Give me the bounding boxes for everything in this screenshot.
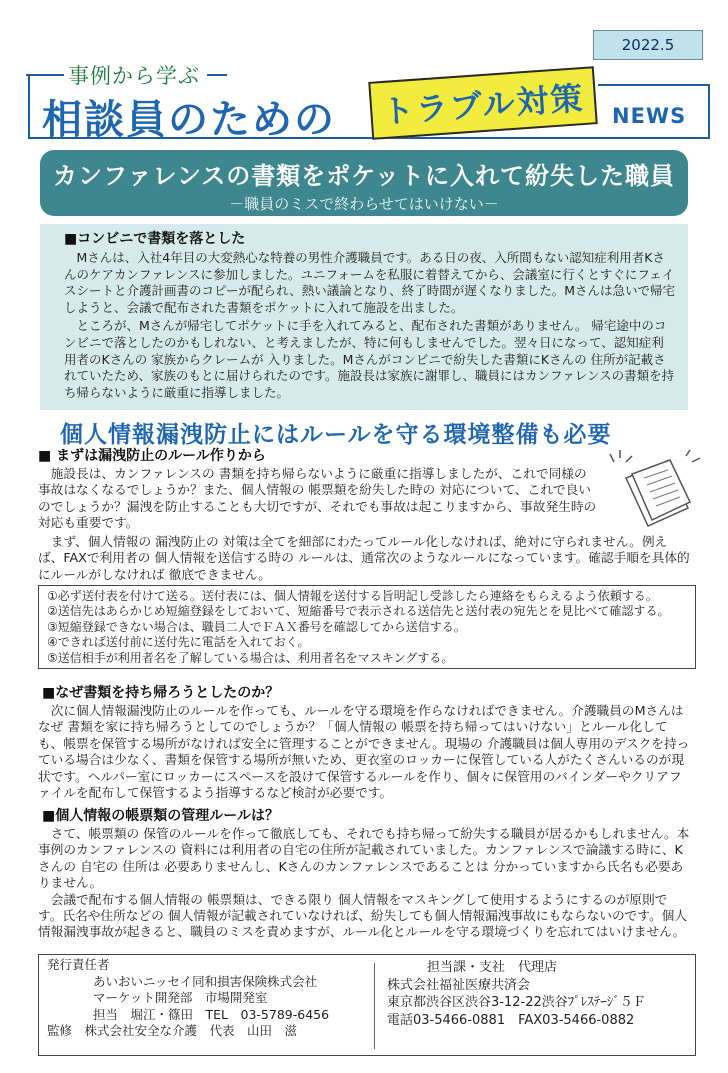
trouble-tag-text: トラブル対策 — [380, 78, 586, 132]
section-heading: ■なぜ書類を持ち帰ろうとしたのか？ — [42, 685, 280, 701]
publisher-line: 発行責任者 — [47, 957, 110, 972]
headline-subtitle: －職員のミスで終わらせてはいけない－ — [229, 195, 499, 213]
agent-line: 担当課・支社 代理店 — [427, 960, 558, 975]
section-paragraph: さて、帳票類の 保管のルールを作って徹底しても、それでも持ち帰って紛失する職員が居るかもしれません。本事例のカンファレンスの 資料には利用者の自宅の住所が記載されていました。カンファレンスで論議する時に、Kさんの 自宅の 住所は 必要ありませんし、Kさんのカンファレンスであることは 分かっていますから氏名も必要ありません。 — [38, 826, 690, 891]
issue-date-text: 2022.5 — [621, 36, 675, 54]
agent-line: 株式会社福祉医療共済会 — [387, 977, 531, 993]
publisher-line: 担当 堀江・篠田 TEL 03-5789-6456 — [93, 1006, 330, 1022]
section-heading: ■個人情報の帳票類の管理ルールは？ — [42, 808, 279, 824]
publisher-line: 監修 株式会社安全な介護 代表 山田 滋 — [47, 1023, 298, 1038]
newsletter-title: 相談員のための — [42, 97, 336, 143]
case-paragraph: ところが、Mさんが帰宅してポケットに手を入れてみると、配布された書類がありません。 帰宅途中のコンビニで落としたのかもしれない、と考えましたが、特に何もしませんでした。翌々日になって、認知症利用者のKさんの 家族からクレームが 入りました。Mさんがコンビニで紛失した書類にKさんの 住所が記載されていたため、家族のもとに届けられたのです。施設長は家族に謝罪し、職員にはカンファレンスの書類を持ち帰らないように厳重に指導しました。 — [64, 318, 675, 400]
section-fax-rules-intro — [38, 534, 690, 583]
documents-with-sparkles-icon — [606, 448, 706, 532]
trouble-tag — [368, 66, 597, 140]
agent-line: 東京都渋谷区渋谷3-12-22渋谷ﾌﾟﾚｽﾃｰｼﾞ５Ｆ — [387, 995, 646, 1010]
agent-info — [387, 959, 646, 1029]
fax-rules-list — [38, 585, 696, 669]
section-title: 個人情報漏洩防止にはルールを守る環境整備も必要 — [60, 422, 612, 448]
fax-rule-item: ⑤送信相手が利用者名を了解している場合は、利用者名をマスキングする。 — [47, 650, 454, 665]
news-label: NEWS — [612, 104, 687, 128]
agent-line: 電話03-5466-0881 FAX03-5466-0882 — [387, 1012, 635, 1028]
headline-title: カンファレンスの書類をポケットに入れて紛失した職員 — [53, 162, 675, 190]
section-management-rules — [38, 805, 690, 941]
case-paragraph: Mさんは、入社4年目の大変熱心な特養の男性介護職員です。ある日の夜、入所間もない認知症利用者Kさんのケアカンファレンスに参加しました。ユニフォームを私服に着替えてから、会議室に行くとすぐにフェイスシートと介護計画書のコピーが配られ、熱い議論となり、終了時間が遅くなりました。Mさんは急いで帰宅しようと、会議で配布された書類をポケットに入れて施設を出ました。 — [64, 250, 676, 315]
issue-date — [593, 30, 703, 60]
publisher-footer — [38, 954, 696, 1056]
fax-rule-item: ①必ず送付表を付けて送る。送付表には、個人情報を送付する旨明記し受診したら連絡をもらえるよう依頼する。 — [47, 589, 658, 603]
publisher-info — [47, 957, 329, 1040]
section-paragraph: 次に個人情報漏洩防止のルールを作っても、ルールを守る環境を作らなければできません。介護職員のMさんはなぜ 書類を家に持ち帰ろうとしてのでしょうか？「個人情報の 帳票を持ち帰ってはいけない」とルール化しても、帳票を保管する場所がなければ安全に管理することができません。現場の 介護職員は個人専用のデスクを持っている場合は少なく、書類を保管する場所が無いため、更衣室のロッカーに保管している人がたくさんいるのが現状です。ヘルパー室にロッカーにスペースを設けて保管するルールを作り、個々に保管用のバインダーやクリアファイルを配布して保管するよう指導するなど検討が必要です。 — [38, 703, 690, 801]
header-kicker: 事例から学ぶ — [68, 64, 200, 88]
header-frame-line — [28, 74, 30, 138]
section-paragraph: 会議で配布する個人情報の 帳票類は、できる限り 個人情報をマスキングして使用するようにするのが原則です。氏名や住所などの 個人情報が記載されていなければ、紛失しても個人情報漏洩事故にもならないのです。個人情報漏洩事故が起きると、職員のミスを責めますが、ルール化とルールを守る環境づくりを忘れてはいけません。 — [38, 891, 688, 940]
header-frame-line — [207, 74, 227, 76]
section-paragraph: 施設長は、カンファレンスの 書類を持ち帰らないように厳重に指導しましたが、これで同様の事故はなくなるでしょうか？また、個人情報の 帳票類を紛失した時の 対応について、これで良いのでしょうか？漏洩を防止することも大切ですが、それでも事故は起こりますから、事故発生時の対応も重要です。 — [38, 466, 597, 531]
section-paragraph: まず、個人情報の 漏洩防止の 対策は全てを細部にわたってルール化しなければ、絶対に守られません。例えば、FAXで利用者の 個人情報を送信する時の ルールは、通常次のようなルールになっています。確認手順を具体的にルールがしなければ 徹底できません。 — [38, 534, 690, 582]
section-heading: ■ まずは漏洩防止のルール作りから — [38, 448, 266, 464]
case-heading: ■コンビニで書類を落とした — [64, 231, 246, 247]
fax-rule-item: ④できれば送付前に送付先に電話を入れておく。 — [47, 635, 310, 650]
section-rule-making — [38, 445, 598, 532]
case-story — [40, 224, 688, 410]
headline-banner — [40, 150, 688, 216]
publisher-line: マーケット開発部 市場開発室 — [93, 990, 268, 1005]
header-frame-line — [26, 74, 64, 76]
fax-rule-item: ②送信先はあらかじめ短縮登録をしておいて、短縮番号で表示される送信先と送付表の宛先とを見比べて確認する。 — [47, 604, 670, 619]
header-frame-line — [708, 84, 710, 138]
publisher-line: あいおいニッセイ同和損害保険株式会社 — [93, 973, 318, 989]
fax-rule-item: ③短縮登録できない場合は、職員二人でＦＡＸ番号を確認してから送信する。 — [47, 619, 466, 634]
header-frame-line — [598, 84, 710, 86]
footer-divider — [374, 963, 375, 1049]
section-why-take-home — [38, 682, 690, 801]
